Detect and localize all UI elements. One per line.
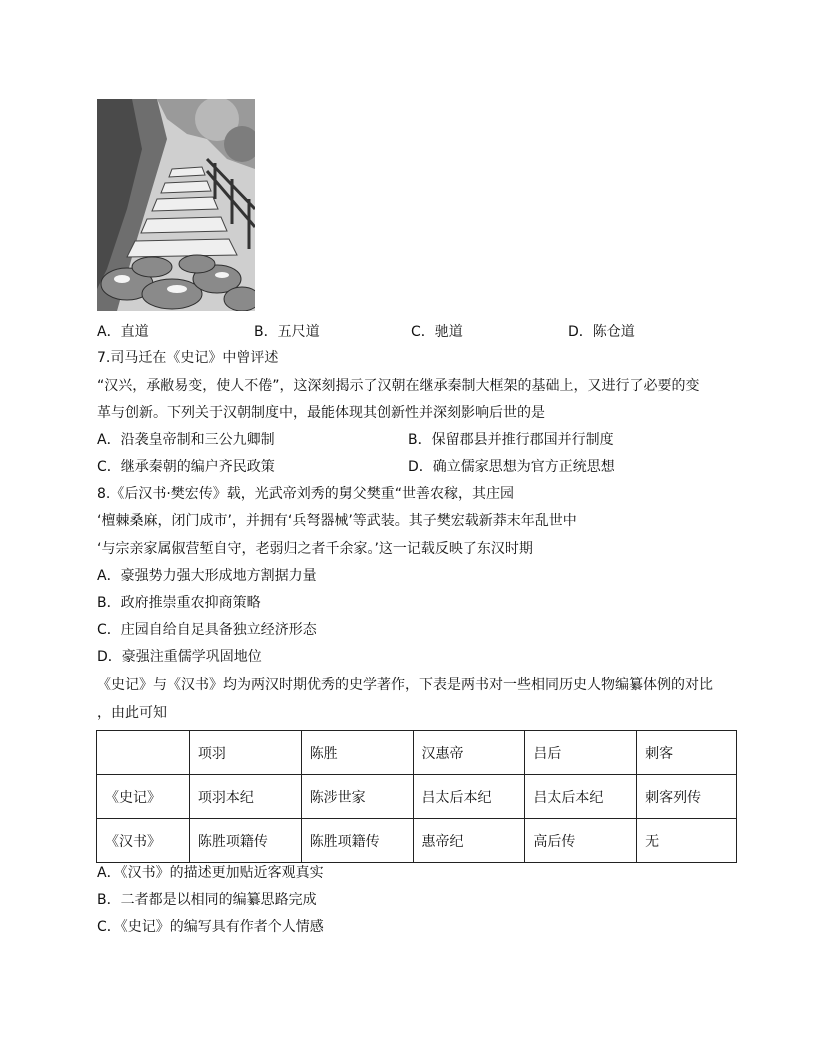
q8-option-c: C．庄园自给自足具备独立经济形态 [97, 622, 317, 638]
table-cell: 陈胜项籍传 [301, 819, 413, 863]
table-cell: 惠帝纪 [413, 819, 525, 863]
table-header-cell [97, 731, 190, 775]
q6-option-d: D．陈仓道 [568, 324, 635, 340]
q6-option-c: C．驰道 [411, 324, 463, 340]
q7-option-b: B．保留郡县并推行郡国并行制度 [408, 432, 614, 448]
q9-option-b: B．二者都是以相同的编纂思路完成 [97, 892, 317, 908]
table-cell: 刺客列传 [637, 775, 737, 819]
table-header-cell: 陈胜 [301, 731, 413, 775]
q9-stem-line-2: ，由此可知 [97, 705, 167, 721]
table-cell: 《史记》 [97, 775, 190, 819]
q8-stem-line-3: ‘与宗亲家属俶营堑自守，老弱归之者千余家。’这一记载反映了东汉时期 [97, 541, 533, 557]
table-header-cell: 吕后 [525, 731, 637, 775]
q7-option-a: A．沿袭皇帝制和三公九卿制 [97, 432, 275, 448]
table-header-cell: 汉惠帝 [413, 731, 525, 775]
table-cell: 项羽本纪 [189, 775, 301, 819]
comparison-table [96, 730, 737, 863]
q7-stem-line-2: “汉兴，承敝易变，使人不倦”，这深刻揭示了汉朝在继承秦制大框架的基础上，又进行了必要的变 [97, 378, 700, 394]
table-cell: 陈胜项籍传 [189, 819, 301, 863]
table-cell: 陈涉世家 [301, 775, 413, 819]
q9-option-c: C．《史记》的编写具有作者个人情感 [97, 919, 324, 935]
table-cell: 无 [637, 819, 737, 863]
q7-stem-line-1: 7.司马迁在《史记》中曾评述 [97, 350, 279, 366]
q9-option-a: A．《汉书》的描述更加贴近客观真实 [97, 865, 324, 881]
table-cell: 吕太后本纪 [413, 775, 525, 819]
q8-stem-line-2: ‘檀棘桑麻，闭门成市’，并拥有‘兵弩器械’等武装。其子樊宏载新莽末年乱世中 [97, 513, 577, 529]
q8-option-d: D．豪强注重儒学巩固地位 [97, 649, 262, 665]
table-header-cell: 项羽 [189, 731, 301, 775]
q7-stem-line-3: 革与创新。下列关于汉朝制度中，最能体现其创新性并深刻影响后世的是 [97, 405, 545, 421]
q7-option-d: D．确立儒家思想为官方正统思想 [408, 459, 615, 475]
q7-option-c: C．继承秦朝的编户齐民政策 [97, 459, 275, 475]
stone-stair-path-photo [97, 99, 255, 311]
table-header-cell: 刺客 [637, 731, 737, 775]
q6-option-a: A．直道 [97, 324, 149, 340]
table-header-row [97, 731, 737, 775]
q8-stem-line-1: 8.《后汉书·樊宏传》载，光武帝刘秀的舅父樊重“世善农稼，其庄园 [97, 486, 515, 502]
q8-option-b: B．政府推崇重农抑商策略 [97, 595, 261, 611]
table-row [97, 775, 737, 819]
q8-option-a: A．豪强势力强大形成地方割据力量 [97, 568, 317, 584]
table-cell: 《汉书》 [97, 819, 190, 863]
table-cell: 吕太后本纪 [525, 775, 637, 819]
q9-stem-line-1: 《史记》与《汉书》均为两汉时期优秀的史学著作，下表是两书对一些相同历史人物编纂体例的对比 [97, 677, 713, 693]
q6-option-b: B．五尺道 [254, 324, 320, 340]
table-row [97, 819, 737, 863]
table-cell: 高后传 [525, 819, 637, 863]
